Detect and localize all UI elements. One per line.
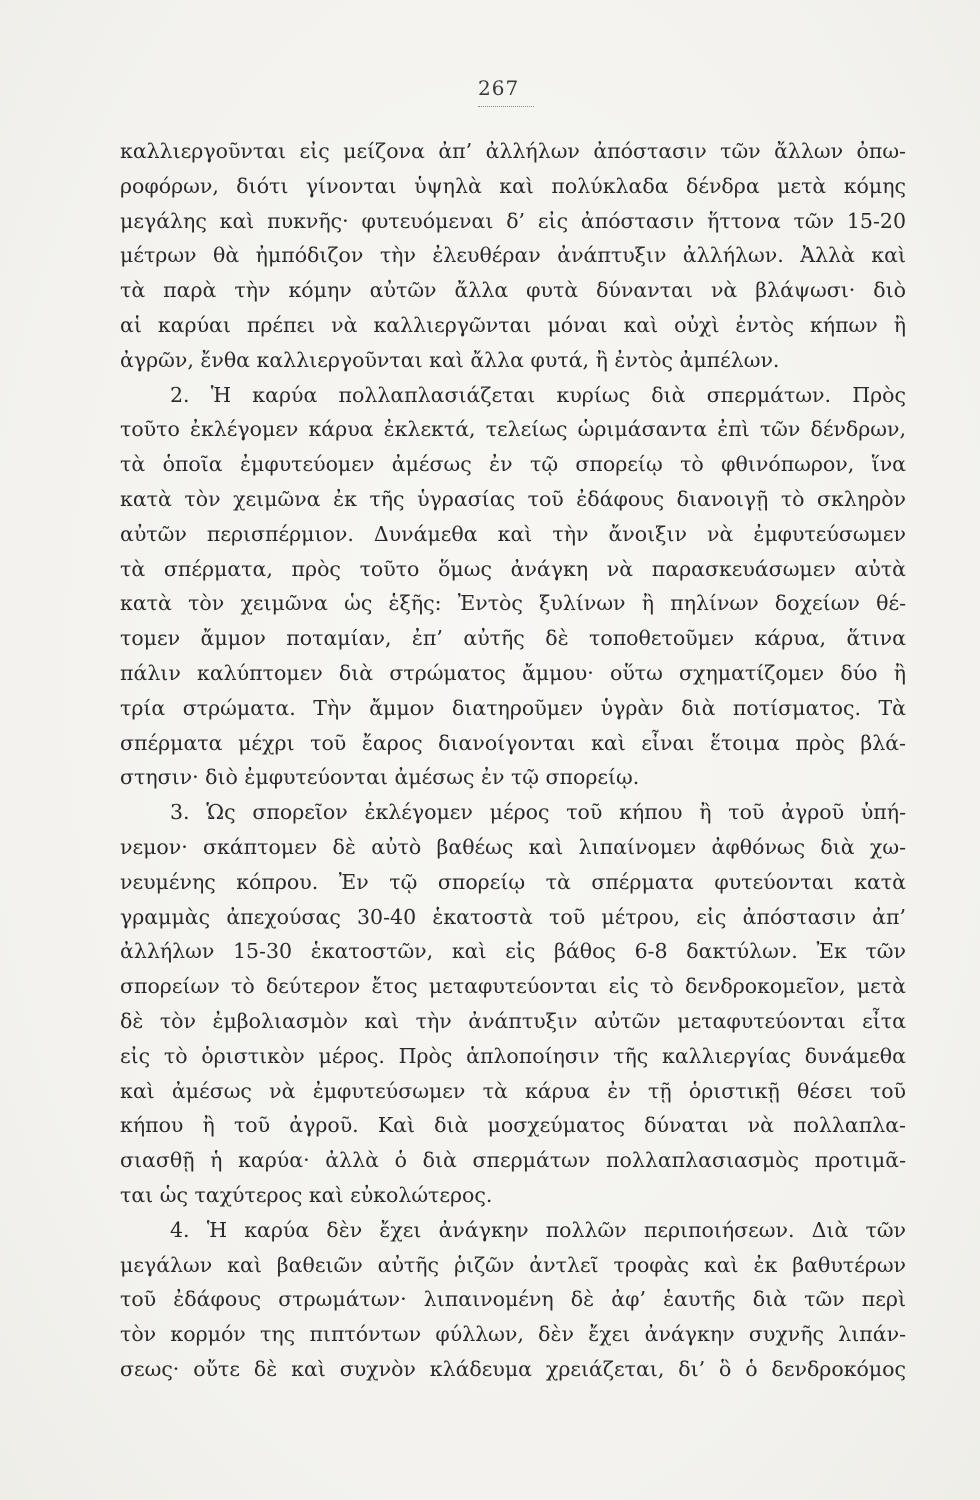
text-line: κήπου ἢ τοῦ ἀγροῦ. Καὶ διὰ μοσχεύματος δύναται νὰ πολλαπλα-: [120, 1113, 906, 1138]
text-line: δὲ τὸν ἐμβολιασμὸν καὶ τὴν ἀνάπτυξιν αὐτῶν μεταφυτεύονται εἶτα: [120, 1008, 906, 1033]
body-text: [120, 134, 906, 1387]
text-line: ἀγρῶν, ἔνθα καλλιεργοῦνται καὶ ἄλλα φυτά, ἢ ἐντὸς ἀμπέλων.: [120, 347, 780, 372]
paragraph-first-line: 4. Ἡ καρύα δὲν ἔχει ἀνάγκην πολλῶν περιποιήσεων. Διὰ τῶν: [170, 1217, 906, 1242]
text-line: μεγάλης καὶ πυκνῆς· φυτευόμεναι δ’ εἰς ἀπόστασιν ἥττονα τῶν 15-20: [120, 208, 906, 233]
text-line: ροφόρων, διότι γίνονται ὑψηλὰ καὶ πολύκλαδα δένδρα μετὰ κόμης: [120, 173, 906, 198]
text-line: τὰ παρὰ τὴν κόμην αὐτῶν ἄλλα φυτὰ δύνανται νὰ βλάψωσι· διὸ: [120, 278, 906, 303]
text-line: νευμένης κόπρου. Ἐν τῷ σπορείῳ τὰ σπέρματα φυτεύονται κατὰ: [120, 869, 906, 894]
paragraph-first-line: 3. Ὡς σπορεῖον ἐκλέγομεν μέρος τοῦ κήπου ἢ τοῦ ἀγροῦ ὑπή-: [170, 800, 906, 825]
text-line: σιασθῇ ἡ καρύα· ἀλλὰ ὁ διὰ σπερμάτων πολλαπλασιασμὸς προτιμᾶ-: [120, 1148, 906, 1173]
page-number-underline: [478, 106, 534, 107]
page-number: 267: [478, 76, 520, 100]
text-line: καλλιεργοῦνται εἰς μείζονα ἀπ’ ἀλλήλων ἀπόστασιν τῶν ἄλλων ὀπω-: [120, 139, 906, 163]
text-line: τοῦ ἐδάφους στρωμάτων· λιπαινομένη δὲ ἀφ’ ἑαυτῆς διὰ τῶν περὶ: [120, 1287, 906, 1312]
text-line: καὶ ἀμέσως νὰ ἐμφυτεύσωμεν τὰ κάρυα ἐν τῇ ὁριστικῇ θέσει τοῦ: [120, 1078, 906, 1103]
text-line: τὸν κορμόν της πιπτόντων φύλλων, δὲν ἔχει ἀνάγκην συχνῆς λιπάν-: [120, 1322, 906, 1347]
text-line: τρία στρώματα. Τὴν ἄμμον διατηροῦμεν ὑγρὰν διὰ ποτίσματος. Τὰ: [120, 695, 906, 720]
text-line: μεγάλων καὶ βαθειῶν αὐτῆς ῥιζῶν ἀντλεῖ τροφὰς καὶ ἐκ βαθυτέρων: [120, 1252, 906, 1277]
text-line: νεμον· σκάπτομεν δὲ αὐτὸ βαθέως καὶ λιπαίνομεν ἀφθόνως διὰ χω-: [120, 834, 906, 859]
text-line: αὐτῶν περισπέρμιον. Δυνάμεθα καὶ τὴν ἄνοιξιν νὰ ἐμφυτεύσωμεν: [120, 521, 906, 546]
text-line: τομεν ἄμμον ποταμίαν, ἐπ’ αὐτῆς δὲ τοποθετοῦμεν κάρυα, ἅτινα: [120, 626, 906, 651]
text-line: ἀλλήλων 15-30 ἑκατοστῶν, καὶ εἰς βάθος 6-8 δακτύλων. Ἐκ τῶν: [120, 939, 906, 964]
text-line: εἰς τὸ ὁριστικὸν μέρος. Πρὸς ἁπλοποίησιν τῆς καλλιεργίας δυνάμεθα: [120, 1043, 906, 1068]
text-line: γραμμὰς ἀπεχούσας 30-40 ἑκατοστὰ τοῦ μέτρου, εἰς ἀπόστασιν ἀπ’: [120, 904, 906, 929]
text-line: μέτρων θὰ ἠμπόδιζον τὴν ἐλευθέραν ἀνάπτυξιν ἀλλήλων. Ἀλλὰ καὶ: [120, 243, 906, 268]
text-line: ται ὡς ταχύτερος καὶ εὐκολώτερος.: [120, 1182, 493, 1207]
text-line: αἱ καρύαι πρέπει νὰ καλλιεργῶνται μόναι καὶ οὐχὶ ἐντὸς κήπων ἢ: [120, 312, 906, 337]
text-line: πάλιν καλύπτομεν διὰ στρώματος ἄμμου· οὕτω σχηματίζομεν δύο ἢ: [120, 660, 906, 685]
text-line: τὰ σπέρματα, πρὸς τοῦτο ὅμως ἀνάγκη νὰ παρασκευάσωμεν αὐτὰ: [120, 556, 906, 581]
paragraph-first-line: 2. Ἡ καρύα πολλαπλασιάζεται κυρίως διὰ σπερμάτων. Πρὸς: [170, 382, 906, 407]
text-line: σπορείων τὸ δεύτερον ἔτος μεταφυτεύονται εἰς τὸ δενδροκομεῖον, μετὰ: [120, 974, 906, 999]
text-line: κατὰ τὸν χειμῶνα ἐκ τῆς ὑγρασίας τοῦ ἐδάφους διανοιγῇ τὸ σκληρὸν: [120, 486, 906, 511]
text-line: σεως· οὔτε δὲ καὶ συχνὸν κλάδευμα χρειάζεται, δι’ ὃ ὁ δενδροκόμος: [120, 1356, 906, 1381]
text-line: τὰ ὁποῖα ἐμφυτεύομεν ἀμέσως ἐν τῷ σπορείῳ τὸ φθινόπωρον, ἵνα: [120, 452, 906, 477]
text-line: κατὰ τὸν χειμῶνα ὡς ἑξῆς: Ἐντὸς ξυλίνων ἢ πηλίνων δοχείων θέ-: [120, 591, 906, 616]
text-line: σπέρματα μέχρι τοῦ ἔαρος διανοίγονται καὶ εἶναι ἕτοιμα πρὸς βλά-: [120, 730, 906, 755]
text-line: στησιν· διὸ ἐμφυτεύονται ἀμέσως ἐν τῷ σπορείῳ.: [120, 765, 640, 790]
text-line: τοῦτο ἐκλέγομεν κάρυα ἐκλεκτά, τελείως ὡριμάσαντα ἐπὶ τῶν δένδρων,: [120, 417, 906, 442]
